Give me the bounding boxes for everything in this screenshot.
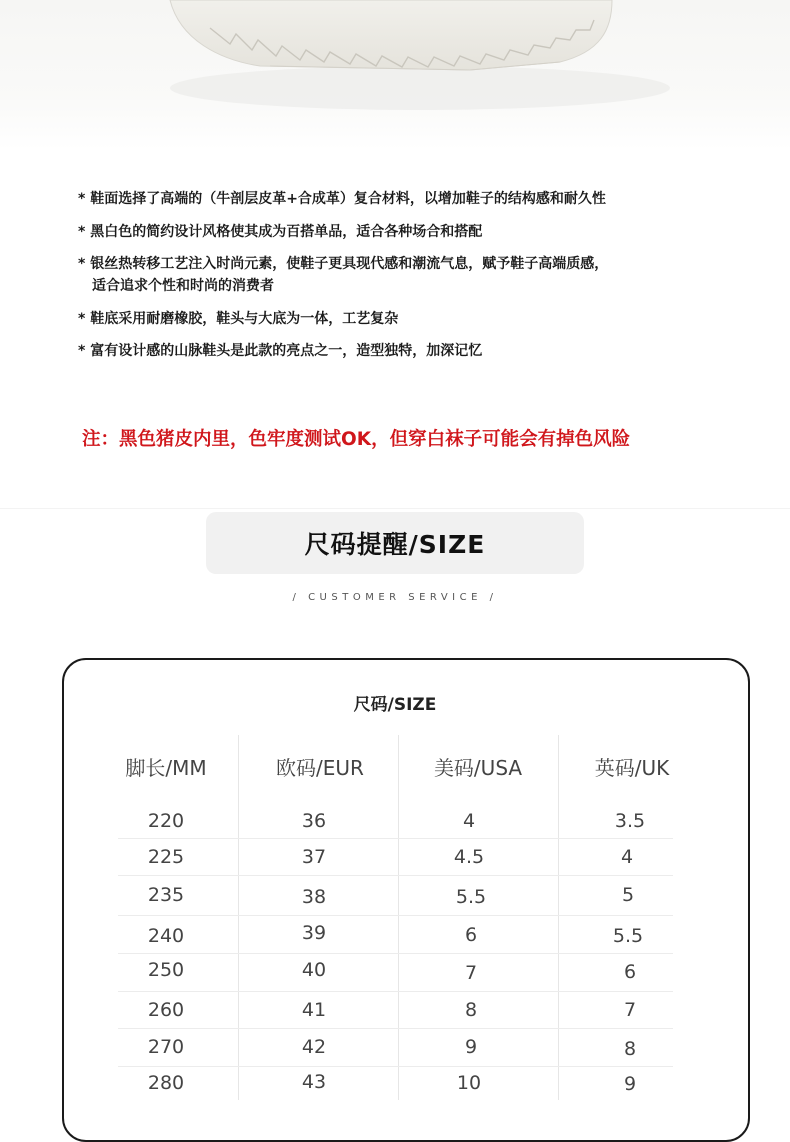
feature-item: * 鞋面选择了高端的（牛剖层皮革+合成革）复合材料，以增加鞋子的结构感和耐久性 (78, 191, 606, 207)
feature-list (78, 188, 778, 373)
cell-uk: 9 (623, 1073, 637, 1095)
feature-item (78, 253, 778, 297)
feature-item: * 富有设计感的山脉鞋头是此款的亮点之一，造型独特，加深记忆 (78, 343, 483, 359)
cell-eur: 38 (301, 886, 327, 908)
row-divider (118, 991, 673, 992)
cell-usa: 4 (462, 810, 476, 832)
cell-eur: 43 (301, 1071, 327, 1093)
cell-uk: 4 (620, 846, 634, 868)
cell-mm: 225 (147, 846, 185, 868)
section-divider (0, 508, 790, 509)
cell-usa: 4.5 (453, 846, 485, 868)
cell-eur: 36 (301, 810, 327, 832)
cell-mm: 280 (147, 1072, 185, 1094)
color-fastness-note: 注：黑色猪皮内里，色牢度测试OK，但穿白袜子可能会有掉色风险 (82, 429, 631, 450)
feature-item-continuation: 适合追求个性和时尚的消费者 (92, 278, 274, 294)
cell-mm: 250 (147, 959, 185, 981)
row-divider (118, 875, 673, 876)
feature-item: * 鞋底采用耐磨橡胶，鞋头与大底为一体，工艺复杂 (78, 310, 399, 327)
size-reminder-banner: 尺码提醒/SIZE (206, 512, 584, 574)
row-divider (118, 838, 673, 839)
cell-eur: 37 (301, 846, 327, 868)
row-divider (118, 953, 673, 954)
size-chart-title: 尺码/SIZE (353, 695, 437, 715)
cell-uk: 6 (623, 961, 637, 983)
row-divider (118, 1028, 673, 1029)
product-photo-shoe-sole (0, 0, 790, 150)
cell-eur: 39 (301, 922, 327, 944)
cell-uk: 5.5 (612, 925, 644, 947)
cell-uk: 8 (623, 1038, 637, 1060)
cell-usa: 9 (464, 1036, 478, 1058)
cell-mm: 270 (147, 1036, 185, 1058)
cell-usa: 5.5 (455, 886, 487, 908)
row-divider (118, 1066, 673, 1067)
cell-mm: 220 (147, 810, 185, 832)
header-foot-length: 脚长/MM (125, 756, 207, 780)
cell-mm: 240 (147, 925, 185, 947)
header-usa: 美码/USA (433, 756, 523, 780)
cell-eur: 41 (301, 999, 327, 1021)
cell-mm: 260 (147, 999, 185, 1021)
cell-usa: 6 (464, 924, 478, 946)
shoe-sole-illustration (0, 0, 790, 150)
cell-uk: 5 (621, 884, 635, 906)
row-divider (118, 915, 673, 916)
header-uk: 英码/UK (594, 756, 670, 780)
cell-uk: 3.5 (614, 810, 646, 832)
header-eur: 欧码/EUR (276, 756, 364, 780)
customer-service-subtitle: / CUSTOMER SERVICE / (292, 592, 498, 603)
cell-usa: 10 (456, 1072, 482, 1094)
cell-eur: 42 (301, 1036, 327, 1058)
cell-usa: 7 (464, 962, 478, 984)
feature-item: * 黑白色的简约设计风格使其成为百搭单品，适合各种场合和搭配 (78, 223, 483, 240)
cell-eur: 40 (301, 959, 327, 981)
feature-item-line: * 银丝热转移工艺注入时尚元素，使鞋子更具现代感和潮流气息，赋予鞋子高端质感， (78, 256, 609, 272)
cell-mm: 235 (147, 884, 185, 906)
cell-usa: 8 (464, 999, 478, 1021)
cell-uk: 7 (623, 999, 637, 1021)
